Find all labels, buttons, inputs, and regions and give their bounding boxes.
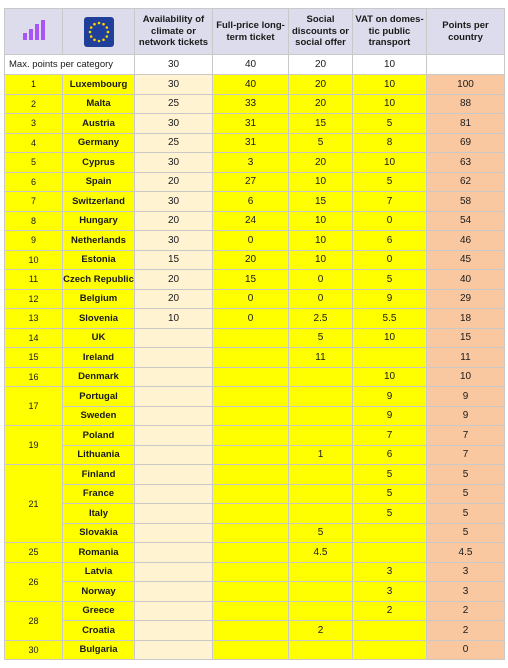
cell-points: 62 [427,172,505,192]
table-row [5,523,505,543]
cell-social: 10 [289,231,353,251]
header-full-price: Full-price long-term ticket [213,9,289,55]
cell-full-price [213,640,289,660]
max-points-label: Max. points per category [5,55,135,75]
cell-availability [135,465,213,485]
max-availability: 30 [135,55,213,75]
cell-country: Luxembourg [63,75,135,95]
cell-country: Norway [63,582,135,602]
cell-points: 46 [427,231,505,251]
cell-vat: 10 [353,153,427,173]
cell-country: Belgium [63,289,135,309]
cell-country: Hungary [63,211,135,231]
cell-points: 5 [427,465,505,485]
cell-country: Malta [63,94,135,114]
cell-points: 88 [427,94,505,114]
cell-full-price: 27 [213,172,289,192]
cell-full-price: 0 [213,289,289,309]
table-body [5,55,505,660]
cell-country: Portugal [63,387,135,407]
table-row [5,75,505,95]
cell-social: 11 [289,348,353,368]
cell-country: Denmark [63,367,135,387]
cell-vat: 9 [353,406,427,426]
cell-country: Austria [63,114,135,134]
cell-points: 81 [427,114,505,134]
cell-full-price: 15 [213,270,289,290]
cell-full-price: 31 [213,133,289,153]
cell-vat: 10 [353,328,427,348]
flag-star [93,38,96,41]
cell-full-price [213,621,289,641]
cell-rank: 6 [5,172,63,192]
cell-full-price [213,484,289,504]
cell-full-price: 31 [213,114,289,134]
cell-vat [353,621,427,641]
table-row [5,445,505,465]
table-row [5,270,505,290]
cell-full-price [213,387,289,407]
cell-availability: 30 [135,192,213,212]
cell-full-price [213,348,289,368]
flag-star [88,30,91,33]
table-row [5,211,505,231]
cell-points: 5 [427,504,505,524]
cell-availability: 20 [135,289,213,309]
cell-points: 3 [427,562,505,582]
cell-country: Netherlands [63,231,135,251]
cell-social: 10 [289,172,353,192]
flag-star [89,35,92,38]
table-row [5,231,505,251]
cell-country: Germany [63,133,135,153]
max-full-price: 40 [213,55,289,75]
cell-social: 20 [289,75,353,95]
cell-vat: 3 [353,562,427,582]
cell-vat: 2 [353,601,427,621]
cell-vat: 5.5 [353,309,427,329]
cell-points: 45 [427,250,505,270]
cell-availability [135,640,213,660]
cell-points: 3 [427,582,505,602]
cell-vat [353,523,427,543]
cell-vat: 5 [353,484,427,504]
cell-vat: 10 [353,367,427,387]
table-row [5,465,505,485]
cell-points: 2 [427,601,505,621]
cell-social [289,640,353,660]
cell-rank: 5 [5,153,63,173]
cell-full-price: 20 [213,250,289,270]
table-row [5,114,505,134]
cell-rank: 12 [5,289,63,309]
table-row [5,309,505,329]
cell-vat: 7 [353,192,427,212]
cell-points: 63 [427,153,505,173]
cell-availability: 20 [135,211,213,231]
flag-star [105,26,108,29]
flag-star [102,38,105,41]
cell-full-price [213,562,289,582]
flag-star [105,35,108,38]
cell-full-price [213,406,289,426]
cell-rank: 26 [5,562,63,601]
cell-vat: 9 [353,289,427,309]
cell-vat [353,348,427,368]
cell-points: 9 [427,387,505,407]
cell-vat [353,640,427,660]
cell-availability [135,601,213,621]
cell-availability: 20 [135,172,213,192]
cell-rank: 25 [5,543,63,563]
cell-social: 20 [289,153,353,173]
table-row [5,153,505,173]
cell-full-price [213,543,289,563]
cell-social [289,406,353,426]
cell-availability [135,387,213,407]
cell-social [289,582,353,602]
cell-country: Slovenia [63,309,135,329]
table-row [5,484,505,504]
cell-points: 58 [427,192,505,212]
cell-availability [135,367,213,387]
cell-rank: 15 [5,348,63,368]
max-social: 20 [289,55,353,75]
cell-availability [135,426,213,446]
cell-points: 9 [427,406,505,426]
flag-star [102,22,105,25]
cell-vat: 10 [353,94,427,114]
cell-country: Spain [63,172,135,192]
cell-points: 69 [427,133,505,153]
cell-country: Bulgaria [63,640,135,660]
cell-social: 20 [289,94,353,114]
cell-full-price: 24 [213,211,289,231]
cell-availability: 30 [135,75,213,95]
cell-availability [135,484,213,504]
cell-full-price [213,523,289,543]
table-row [5,133,505,153]
cell-full-price [213,328,289,348]
cell-availability: 30 [135,231,213,251]
cell-points: 18 [427,309,505,329]
table-row [5,289,505,309]
max-points [427,55,505,75]
cell-full-price: 0 [213,231,289,251]
cell-social [289,484,353,504]
table-row [5,348,505,368]
cell-rank: 13 [5,309,63,329]
cell-rank: 11 [5,270,63,290]
cell-vat: 3 [353,582,427,602]
cell-social: 10 [289,250,353,270]
cell-availability [135,621,213,641]
cell-vat: 5 [353,504,427,524]
cell-full-price: 33 [213,94,289,114]
cell-vat: 5 [353,172,427,192]
cell-availability: 30 [135,153,213,173]
cell-social [289,562,353,582]
cell-rank: 17 [5,387,63,426]
cell-points: 11 [427,348,505,368]
cell-availability: 25 [135,94,213,114]
cell-country: Czech Republic [63,270,135,290]
cell-points: 7 [427,445,505,465]
cell-points: 5 [427,484,505,504]
header-availability: Availability of climate or network tickets [135,9,213,55]
cell-full-price: 0 [213,309,289,329]
cell-vat: 10 [353,75,427,95]
cell-rank: 8 [5,211,63,231]
cell-availability [135,562,213,582]
cell-rank: 9 [5,231,63,251]
cell-country: Sweden [63,406,135,426]
cell-points: 10 [427,367,505,387]
cell-points: 54 [427,211,505,231]
cell-full-price [213,582,289,602]
cell-social [289,601,353,621]
cell-social: 5 [289,523,353,543]
cell-country: Greece [63,601,135,621]
cell-rank: 14 [5,328,63,348]
eu-flag-icon [84,17,114,47]
table-row [5,387,505,407]
table-row [5,250,505,270]
header-row [5,9,505,55]
cell-availability [135,504,213,524]
cell-availability: 10 [135,309,213,329]
cell-rank: 28 [5,601,63,640]
cell-availability [135,543,213,563]
cell-social [289,426,353,446]
cell-vat: 6 [353,445,427,465]
cell-rank: 19 [5,426,63,465]
cell-country: Romania [63,543,135,563]
flag-star [93,22,96,25]
cell-vat: 5 [353,270,427,290]
table-row [5,640,505,660]
cell-points: 0 [427,640,505,660]
cell-country: Lithuania [63,445,135,465]
cell-rank: 2 [5,94,63,114]
cell-full-price [213,445,289,465]
cell-social [289,367,353,387]
cell-availability: 15 [135,250,213,270]
ranking-table [4,8,505,660]
cell-social: 4.5 [289,543,353,563]
cell-social: 15 [289,114,353,134]
table-row [5,601,505,621]
table-row [5,426,505,446]
table-row [5,172,505,192]
cell-rank: 4 [5,133,63,153]
cell-vat: 9 [353,387,427,407]
cell-social: 5 [289,328,353,348]
cell-country: Italy [63,504,135,524]
cell-availability [135,348,213,368]
cell-country: Croatia [63,621,135,641]
cell-vat: 5 [353,114,427,134]
cell-social: 10 [289,211,353,231]
cell-points: 2 [427,621,505,641]
header-vat: VAT on domes-tic public transport [353,9,427,55]
cell-country: France [63,484,135,504]
cell-vat: 0 [353,211,427,231]
flag-star [97,21,100,24]
table-row [5,328,505,348]
cell-rank: 1 [5,75,63,95]
table-row [5,504,505,524]
cell-rank: 10 [5,250,63,270]
cell-availability [135,582,213,602]
flag-star [89,26,92,29]
cell-social: 1 [289,445,353,465]
cell-full-price [213,504,289,524]
cell-availability [135,328,213,348]
cell-points: 100 [427,75,505,95]
cell-vat: 6 [353,231,427,251]
cell-country: Slovakia [63,523,135,543]
table-row [5,543,505,563]
cell-social [289,387,353,407]
cell-rank: 7 [5,192,63,212]
cell-points: 29 [427,289,505,309]
max-points-row [5,55,505,75]
cell-vat [353,543,427,563]
cell-availability: 20 [135,270,213,290]
cell-rank: 21 [5,465,63,543]
cell-points: 7 [427,426,505,446]
cell-country: Ireland [63,348,135,368]
cell-rank: 16 [5,367,63,387]
header-social: Social discounts or social offer [289,9,353,55]
table-row [5,621,505,641]
cell-vat: 8 [353,133,427,153]
cell-availability: 30 [135,114,213,134]
cell-points: 5 [427,523,505,543]
table-row [5,192,505,212]
cell-full-price: 40 [213,75,289,95]
cell-social: 2.5 [289,309,353,329]
cell-points: 4.5 [427,543,505,563]
table-row [5,367,505,387]
cell-country: Poland [63,426,135,446]
bar-chart-logo-icon [23,20,45,40]
logo-cell [5,9,63,55]
cell-availability [135,523,213,543]
cell-vat: 0 [353,250,427,270]
cell-country: Switzerland [63,192,135,212]
cell-country: Estonia [63,250,135,270]
cell-vat: 5 [353,465,427,485]
flag-cell [63,9,135,55]
flag-star [97,39,100,42]
cell-social: 0 [289,289,353,309]
cell-social [289,504,353,524]
table-row [5,406,505,426]
cell-full-price [213,426,289,446]
cell-country: Cyprus [63,153,135,173]
cell-full-price [213,465,289,485]
table-row [5,582,505,602]
header-points: Points per country [427,9,505,55]
cell-country: Latvia [63,562,135,582]
cell-social: 5 [289,133,353,153]
cell-rank: 3 [5,114,63,134]
table-row [5,94,505,114]
cell-rank: 30 [5,640,63,660]
cell-social: 0 [289,270,353,290]
cell-vat: 7 [353,426,427,446]
cell-country: UK [63,328,135,348]
cell-points: 15 [427,328,505,348]
cell-full-price: 6 [213,192,289,212]
cell-social [289,465,353,485]
cell-social: 15 [289,192,353,212]
cell-social: 2 [289,621,353,641]
table-row [5,562,505,582]
cell-availability: 25 [135,133,213,153]
cell-full-price [213,601,289,621]
cell-full-price: 3 [213,153,289,173]
cell-availability [135,445,213,465]
max-vat: 10 [353,55,427,75]
cell-full-price [213,367,289,387]
flag-star [106,30,109,33]
cell-country: Finland [63,465,135,485]
cell-points: 40 [427,270,505,290]
cell-availability [135,406,213,426]
